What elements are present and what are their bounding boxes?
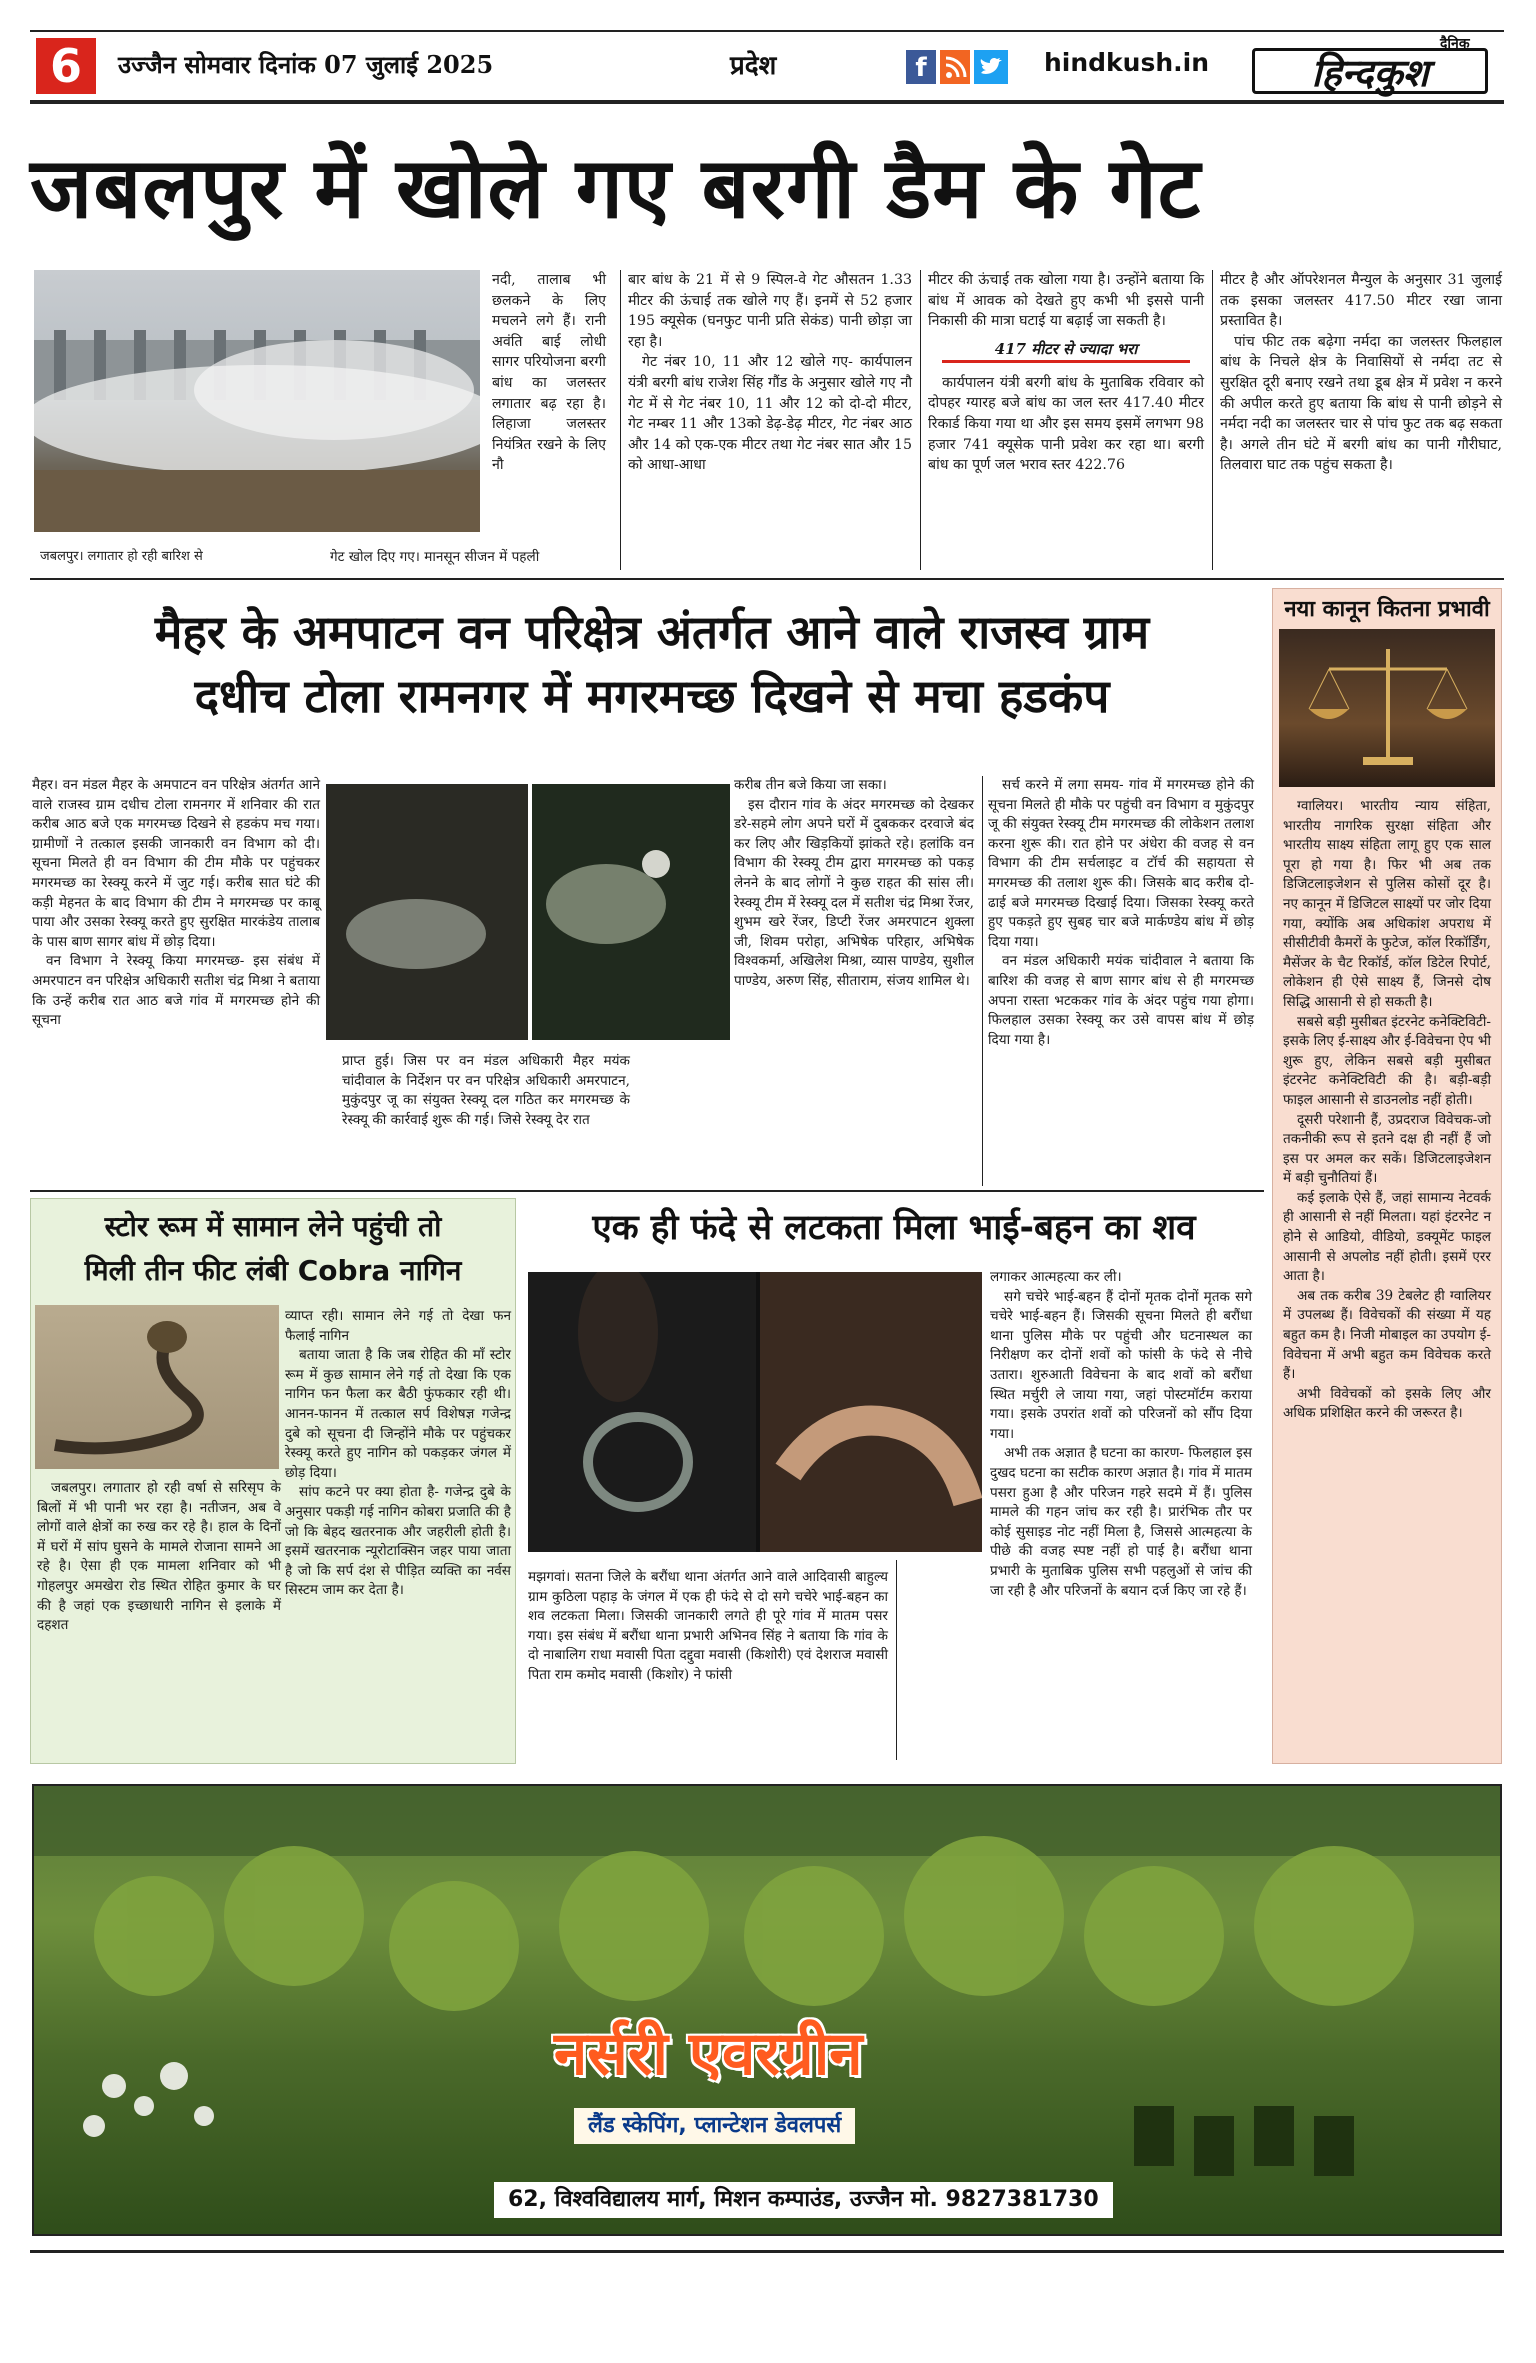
story4-col1-text: मझगवां। सतना जिले के बरौंधा थाना अंतर्गत आने वाले आदिवासी बाहुल्य ग्राम कुठिला पहाड़ के जंगल में एक ही फंदे से दो सगे चचेरे भाई-बहन का शव लटकता मिला। जिसकी जानकारी लगते ही पूरे गांव में मातम पसर गया। इस संबंध में बरौंधा थाना प्रभारी अभिनव सिंह ने बताया कि गांव के दो नाबालिग राधा मवासी पिता दद्दुवा मवासी (किशोरी) एवं देशराज मवासी पिता राम कमोद मवासी (किशोर) ने फांसी <box>528 1569 888 1683</box>
story1-col1 <box>492 270 606 476</box>
sidebar-p2: सबसे बड़ी मुसीबत इंटरनेट कनेक्टिविटी- इसके लिए ई-साक्ष्य और ई-विवेचना ऐप भी शुरू हुए, लेकिन सबसे बड़ी मुसीबत इंटरनेट कनेक्टिविटी की है। बड़ी-बड़ी फाइल आसानी से डाउनलोड नहीं होती। <box>1283 1013 1491 1108</box>
story2-col2-text: प्राप्त हुई। जिस पर वन मंडल अधिकारी मैहर मयंक चांदीवाल के निर्देशन पर वन परिक्षेत्र अधिकारी अमरपाटन, मुकुंदपुर जू का संयुक्त रेस्क्यू दल गठित कर मगरमच्छ के रेस्क्यू की कार्रवाई शुरू की गई। जिसे रेस्क्यू देर रात <box>342 1053 630 1128</box>
story3-box <box>30 1198 516 1764</box>
headline-cobra <box>31 1205 515 1293</box>
sidebar-body <box>1273 787 1501 1424</box>
story3-bottom <box>37 1479 281 1636</box>
story3-right-p2: बताया जाता है कि जब रोहित की माँ स्टोर रूम में कुछ सामान लेने गई तो देखा कि एक नागिन फन फैला कर बैठी फुंफकार रही थी। आनन-फानन में तत्काल सर्प विशेषज्ञ गजेन्द्र दुबे को सूचना दी जिन्होंने मौके पर पहुंचकर रेस्क्यू करते हुए नागिन को पकड़कर जंगल में छोड़ दिया। <box>285 1347 511 1481</box>
headline-cobra-line2: मिली तीन फीट लंबी Cobra नागिन <box>84 1254 462 1287</box>
headline-siblings: एक ही फंदे से लटकता मिला भाई-बहन का शव <box>592 1208 1196 1248</box>
sidebar-title: नया कानून कितना प्रभावी <box>1284 597 1490 622</box>
sidebar-p6: अभी विवेचकों को इसके लिए और अधिक प्रशिक्षित करने की जरूरत है। <box>1283 1385 1491 1422</box>
ad-address[interactable]: 62, विश्वविद्यालय मार्ग, मिशन कम्पाउंड, उज्जैन मो. 9827381730 <box>494 2182 1113 2218</box>
story1-col2 <box>628 270 912 476</box>
story1-col4 <box>1220 270 1502 476</box>
story1-col3-p1: मीटर की ऊंचाई तक खोला गया है। उन्होंने बताया कि बांध में आवक को देखते हुए कभी भी इससे पानी निकासी की मात्रा घटाई या बढ़ाई जा सकती है। <box>928 272 1204 330</box>
website-url[interactable]: hindkush.in <box>1044 48 1210 77</box>
dam-photo <box>34 270 480 532</box>
story1-col2-p2: गेट नंबर 10, 11 और 12 खोले गए- कार्यपालन यंत्री बरगी बांध राजेश सिंह गौंड के अनुसार खोले गए नौ गेट में से गेट नंबर 10, 11 और 12 को दो-दो मीटर, गेट नम्बर 11 और 13को डेढ़-डेढ़ मीटर, गेट नंबर आठ और 14 को एक-एक मीटर तथा गेट नंबर सात और 15 को आधा-आधा <box>628 354 912 474</box>
story2-col3-p1: करीब तीन बजे किया जा सका। <box>734 777 887 793</box>
masthead-logo <box>1240 34 1500 100</box>
subhead-417m: 417 मीटर से ज्यादा भरा <box>942 338 1190 363</box>
sidebar-p5: अब तक करीब 39 टेबलेट ही ग्वालियर में उपलब्ध हैं। विवेचकों की संख्या में यह बहुत कम है। निजी मोबाइल का उपयोग ई-विवेचना में अभी बहुत कम विवेचक करते हैं। <box>1283 1287 1491 1383</box>
story2-col2-below <box>342 1052 630 1130</box>
story4-col2-p1: सगे चचेरे भाई-बहन हैं दोनों मृतक दोनों मृतक सगे चचेरे भाई-बहन हैं। जिसकी सूचना मिलते ही बरौंधा थाना पुलिस मौके पर पहुंची और घटनास्थल का निरीक्षण कर दोनों शवों को फांसी के फंदे से नीचे उतारा। शुरुआती विवेचना के बाद शवों को बरौंधा स्थित मर्चुरी ले जाया गया, जहां पोस्टमॉर्टम कराया गया। इसके उपरांत शवों को परिजनों को सौंप दिया गया। <box>990 1288 1252 1442</box>
story1-col3 <box>928 270 1204 476</box>
headline-crocodile-line2: दधीच टोला रामनगर में मगरमच्छ दिखने से मचा हडकंप <box>194 669 1110 723</box>
headline-crocodile <box>30 600 1274 728</box>
nursery-advertisement <box>32 1784 1502 2236</box>
story2-col4-p1: सर्च करने में लगा समय- गांव में मगरमच्छ होने की सूचना मिलते ही मौके पर पहुंची वन विभाग व मुकुंदपुर जू की संयुक्त रेस्क्यू टीम मगरमच्छ की लोकेशन तलाश करना शुरू की। रात होने पर अंधेरा की वजह से वन विभाग की टीम सर्चलाइट व टॉर्च की सहायता से मगरमच्छ की तलाश शुरू की। जिसके बाद करीब दो-ढाई बजे मगरमच्छ दिखाई दिया। जिसका रेस्क्यू करते हुए पकड़ते हुए सुबह चार बजे मार्कण्डेय बांध में छोड़ दिया गया। <box>988 777 1254 950</box>
scales-of-justice-photo <box>1279 629 1495 787</box>
social-icons <box>906 50 1008 86</box>
headline-crocodile-line1: मैहर के अमपाटन वन परिक्षेत्र अंतर्गत आने वाले राजस्व ग्राम <box>154 605 1150 659</box>
story1-col4-p1: मीटर है और ऑपरेशनल मैन्युल के अनुसार 31 जुलाई तक इसका जलस्तर 417.50 मीटर रखा जाना प्रस्तावित है। <box>1220 272 1502 330</box>
story1-col3-p2: कार्यपालन यंत्री बरगी बांध के मुताबिक रविवार को दोपहर ग्यारह बजे बांध का जल स्तर 417.40 मीटर रिकार्ड किया गया था और इस समय इसमें लगभग 98 हजार 741 क्यूसेक पानी प्रवेश कर रहा था। बरगी बांध का पूर्ण जल भराव स्तर 422.76 <box>928 374 1204 474</box>
cobra-photo <box>35 1305 279 1469</box>
crocodile-photos <box>326 784 730 1040</box>
sidebar-p3: दूसरी परेशानी हैं, उप्रदराज विवेचक-जो तकनीकी रूप से इतने दक्ष ही नहीं हैं जो इस पर अमल कर सकें। डिजिटलाइजेशन में बड़ी चुनौतियां हैं। <box>1283 1111 1491 1187</box>
ad-subtitle: लैंड स्केपिंग, प्लान्टेशन डेवलपर्स <box>574 2108 855 2144</box>
twitter-icon[interactable] <box>974 50 1008 84</box>
story1-col2-p1: बार बांध के 21 में से 9 स्पिल-वे गेट औसतन 1.33 मीटर की ऊंचाई तक खोले गए हैं। इनमें से 52 हजार 195 क्यूसेक (घनफुट पानी प्रति सेकंड) पानी छोड़ा जा रहा है। <box>628 272 912 350</box>
section-name: प्रदेश <box>730 51 777 81</box>
headline-barghi-dam: जबलपुर में खोले गए बरगी डैम के गेट <box>30 139 1202 237</box>
rss-icon[interactable] <box>940 50 970 84</box>
story1-col4-p2: पांच फीट तक बढ़ेगा नर्मदा का जलस्तर फिलहाल बांध के निचले क्षेत्र के निवासियों से नर्मदा तट से सुरक्षित दूरी बनाए रखने तथा डूब क्षेत्र में प्रवेश न करने की अपील करते हुए बताया कि बांध से पानी छोड़ने से नर्मदा नदी का जलस्तर चार से पांच फुट तक बढ़ सकता है। अगले तीन घंटे में बरगी बांध का पानी गौरीघाट, तिलवारा घाट तक पहुंच सकता है। <box>1220 333 1502 474</box>
story3-bottom-p1: जबलपुर। लगातार हो रही वर्षा से सरिसृप के बिलों में भी पानी भर रहा है। नतीजन, अब वे लोगों वाले क्षेत्रों का रुख कर रहे है। हाल के दिनों में घरों में सांप घुसने के मामले रोजाना सामने आ रहे है। ऐसा ही एक मामला शनिवार को भी गोहलपुर अमखेरा रोड स्थित रोहित कुमार के घर की है जहां एक इच्छाधारी नागिन से इलाके में दहशत <box>37 1480 281 1634</box>
story4-col2-p2: अभी तक अज्ञात है घटना का कारण- फिलहाल इस दुखद घटना का सटीक कारण अज्ञात है। गांव में मातम पसरा हुआ है और परिजन गहरे सदमे में हैं। पुलिस मामले की गहन जांच कर रही है। प्रारंभिक तौर पर कोई सुसाइड नोट नहीं मिला है, जिससे आत्महत्या के पीछे की वजह स्पष्ट नहीं हो पाई है। बरौंधा थाना प्रभारी के मुताबिक पुलिस सभी पहलुओं से जांच की जा रही है और परिजनों के बयान दर्ज किए जा रहे हैं। <box>990 1445 1252 1599</box>
story2-col1-p2: वन विभाग ने रेस्क्यू किया मगरमच्छ- इस संबंध में अमरपाटन वन परिक्षेत्र अधिकारी सतीश चंद्र मिश्रा ने बताया कि उन्हें करीब रात आठ बजे गांव में मगरमच्छ होने की सूचना <box>32 953 320 1029</box>
dateline: उज्जैन सोमवार दिनांक 07 जुलाई 2025 <box>118 50 494 79</box>
story1-col1-text: नदी, तालाब भी छलकने के लिए मचलने लगे हैं। रानी अवंति बाई लोधी सागर परियोजना बरगी बांध का जलस्तर लगातार बढ़ रहा है। लिहाजा जलस्तर नियंत्रित रखने के लिए नौ <box>492 272 606 474</box>
story2-col3-p2: इस दौरान गांव के अंदर मगरमच्छ को देखकर डरे-सहमे लोग अपने घरों में दुबककर दरवाजे बंद कर लिए और खिड़कियों झांकते रहे। हलांकि वन विभाग की रेस्क्यू टीम द्वारा मगरमच्छ को पकड़ लेनने के बाद लोगों ने कुछ राहत की सांस ली। रेस्क्यू टीम में रेस्क्यू दल में सतीश चंद्र मिश्रा रेंजर, शुभम खरे रेंजर, डिप्टी रेंजर अमरपाटन शुक्ला जी, शिवम परोहा, अभिषेक परिहार, अभिषेक विश्वकर्मा, अखिलेश मिश्रा, व्यास पाण्डेय, सुशील पाण्डेय, अरुण सिंह, सीताराम, संजय शामिल थे। <box>734 796 974 989</box>
masthead-small: दैनिक <box>1440 36 1470 52</box>
page-header <box>30 30 1504 104</box>
story2-col3 <box>734 776 974 992</box>
story2-col4 <box>988 776 1254 1050</box>
sidebar-p4: कई इलाके ऐसे हैं, जहां सामान्य नेटवर्क ही आसानी से नहीं मिलता। यहां इंटरनेट न होने से आडियो, वीडियो, डक्यूमेंट फाइल आसानी से अपलोड नहीं होती। इसमें एरर आता है। <box>1283 1189 1491 1285</box>
page-number-badge: 6 <box>36 38 96 94</box>
story3-right <box>285 1307 511 1601</box>
facebook-icon[interactable]: f <box>906 50 936 84</box>
sidebar-p1: ग्वालियर। भारतीय न्याय संहिता, भारतीय नागरिक सुरक्षा संहिता और भारतीय साक्ष्य संहिता लागू हुए एक साल पूरा हो गया है। फिर भी अब तक डिजिटलाइजेशन से पुलिस कोसों दूर है। नए कानून में डिजिटल साक्ष्यों पर जोर दिया गया, क्योंकि अब अधिकांश अपराध में सीसीटीवी कैमरों के फुटेज, कॉल रिकॉर्डिंग, मैसेंजर के चैट रिकॉर्ड, कॉल डिटेल रिपोर्ट, लोकेशन ही ऐसे साक्ष्य हैं, जिनसे दोष सिद्धि आसानी से हो सकती है। <box>1283 798 1491 1010</box>
ad-title: नर्सरी एवरग्रीन <box>554 2019 863 2089</box>
story4-col1 <box>528 1568 888 1686</box>
dam-photo-caption: जबलपुर। लगातार हो रही बारिश से <box>40 549 203 564</box>
masthead-name: हिन्दकुश <box>1252 48 1488 94</box>
story2-col1 <box>32 776 320 1031</box>
story2-col4-p2: वन मंडल अधिकारी मयंक चांदीवाल ने बताया कि बारिश की वजह से बाण सागर बांध से ही मगरमच्छ अपना रास्ता भटककर गांव के अंदर पहुंच गया होगा। फिलहाल उसका रेस्क्यू कर उसे वापस बांध में छोड़ दिया गया है। <box>988 953 1254 1048</box>
headline-cobra-line1: स्टोर रूम में सामान लेने पहुंची तो <box>104 1210 442 1243</box>
story1-col1-tail: गेट खोल दिए गए। मानसून सीजन में पहली <box>330 549 540 565</box>
story4-col2-p0: लगाकर आत्महत्या कर ली। <box>990 1269 1122 1285</box>
noose-photo <box>528 1272 982 1552</box>
story3-right-p3: सांप कटने पर क्या होता है- गजेन्द्र दुबे के अनुसार पकड़ी गई नागिन कोबरा प्रजाति की है जो कि बेहद खतरनाक और जहरीली होती है। इसमें खतरनाक न्यूरोटाक्सिन जहर पाया जाता है जो कि सर्प दंश से पीड़ित व्यक्ति का नर्वस सिस्टम जाम कर देता है। <box>285 1484 511 1599</box>
sidebar-new-law <box>1272 588 1502 1764</box>
story3-right-p1: व्याप्त रही। सामान लेने गई तो देखा फन फैलाई नागिन <box>285 1308 511 1344</box>
story2-col1-p1: मैहर। वन मंडल मैहर के अमपाटन वन परिक्षेत्र अंतर्गत आने वाले राजस्व ग्राम दधीच टोला रामनगर में शनिवार की रात करीब आठ बजे एक मगरमच्छ दिखने से हडकंप मच गया। ग्रामीणों ने तत्काल इसकी जानकारी वन विभाग को दी। सूचना मिलते ही वन विभाग की टीम मौके पर पहुंचकर मगरमच्छ का रेस्क्यू करने में जुट गई। करीब सात घंटे की कड़ी मेहनत के बाद विभाग की टीम ने मगरमच्छ पर काबू पाया और उसका रेस्क्यू करते हुए सुरक्षित मारकंडेय तालाब के पास बाण सागर बांध में छोड़ दिया। <box>32 777 320 950</box>
story4-col2 <box>990 1268 1252 1601</box>
